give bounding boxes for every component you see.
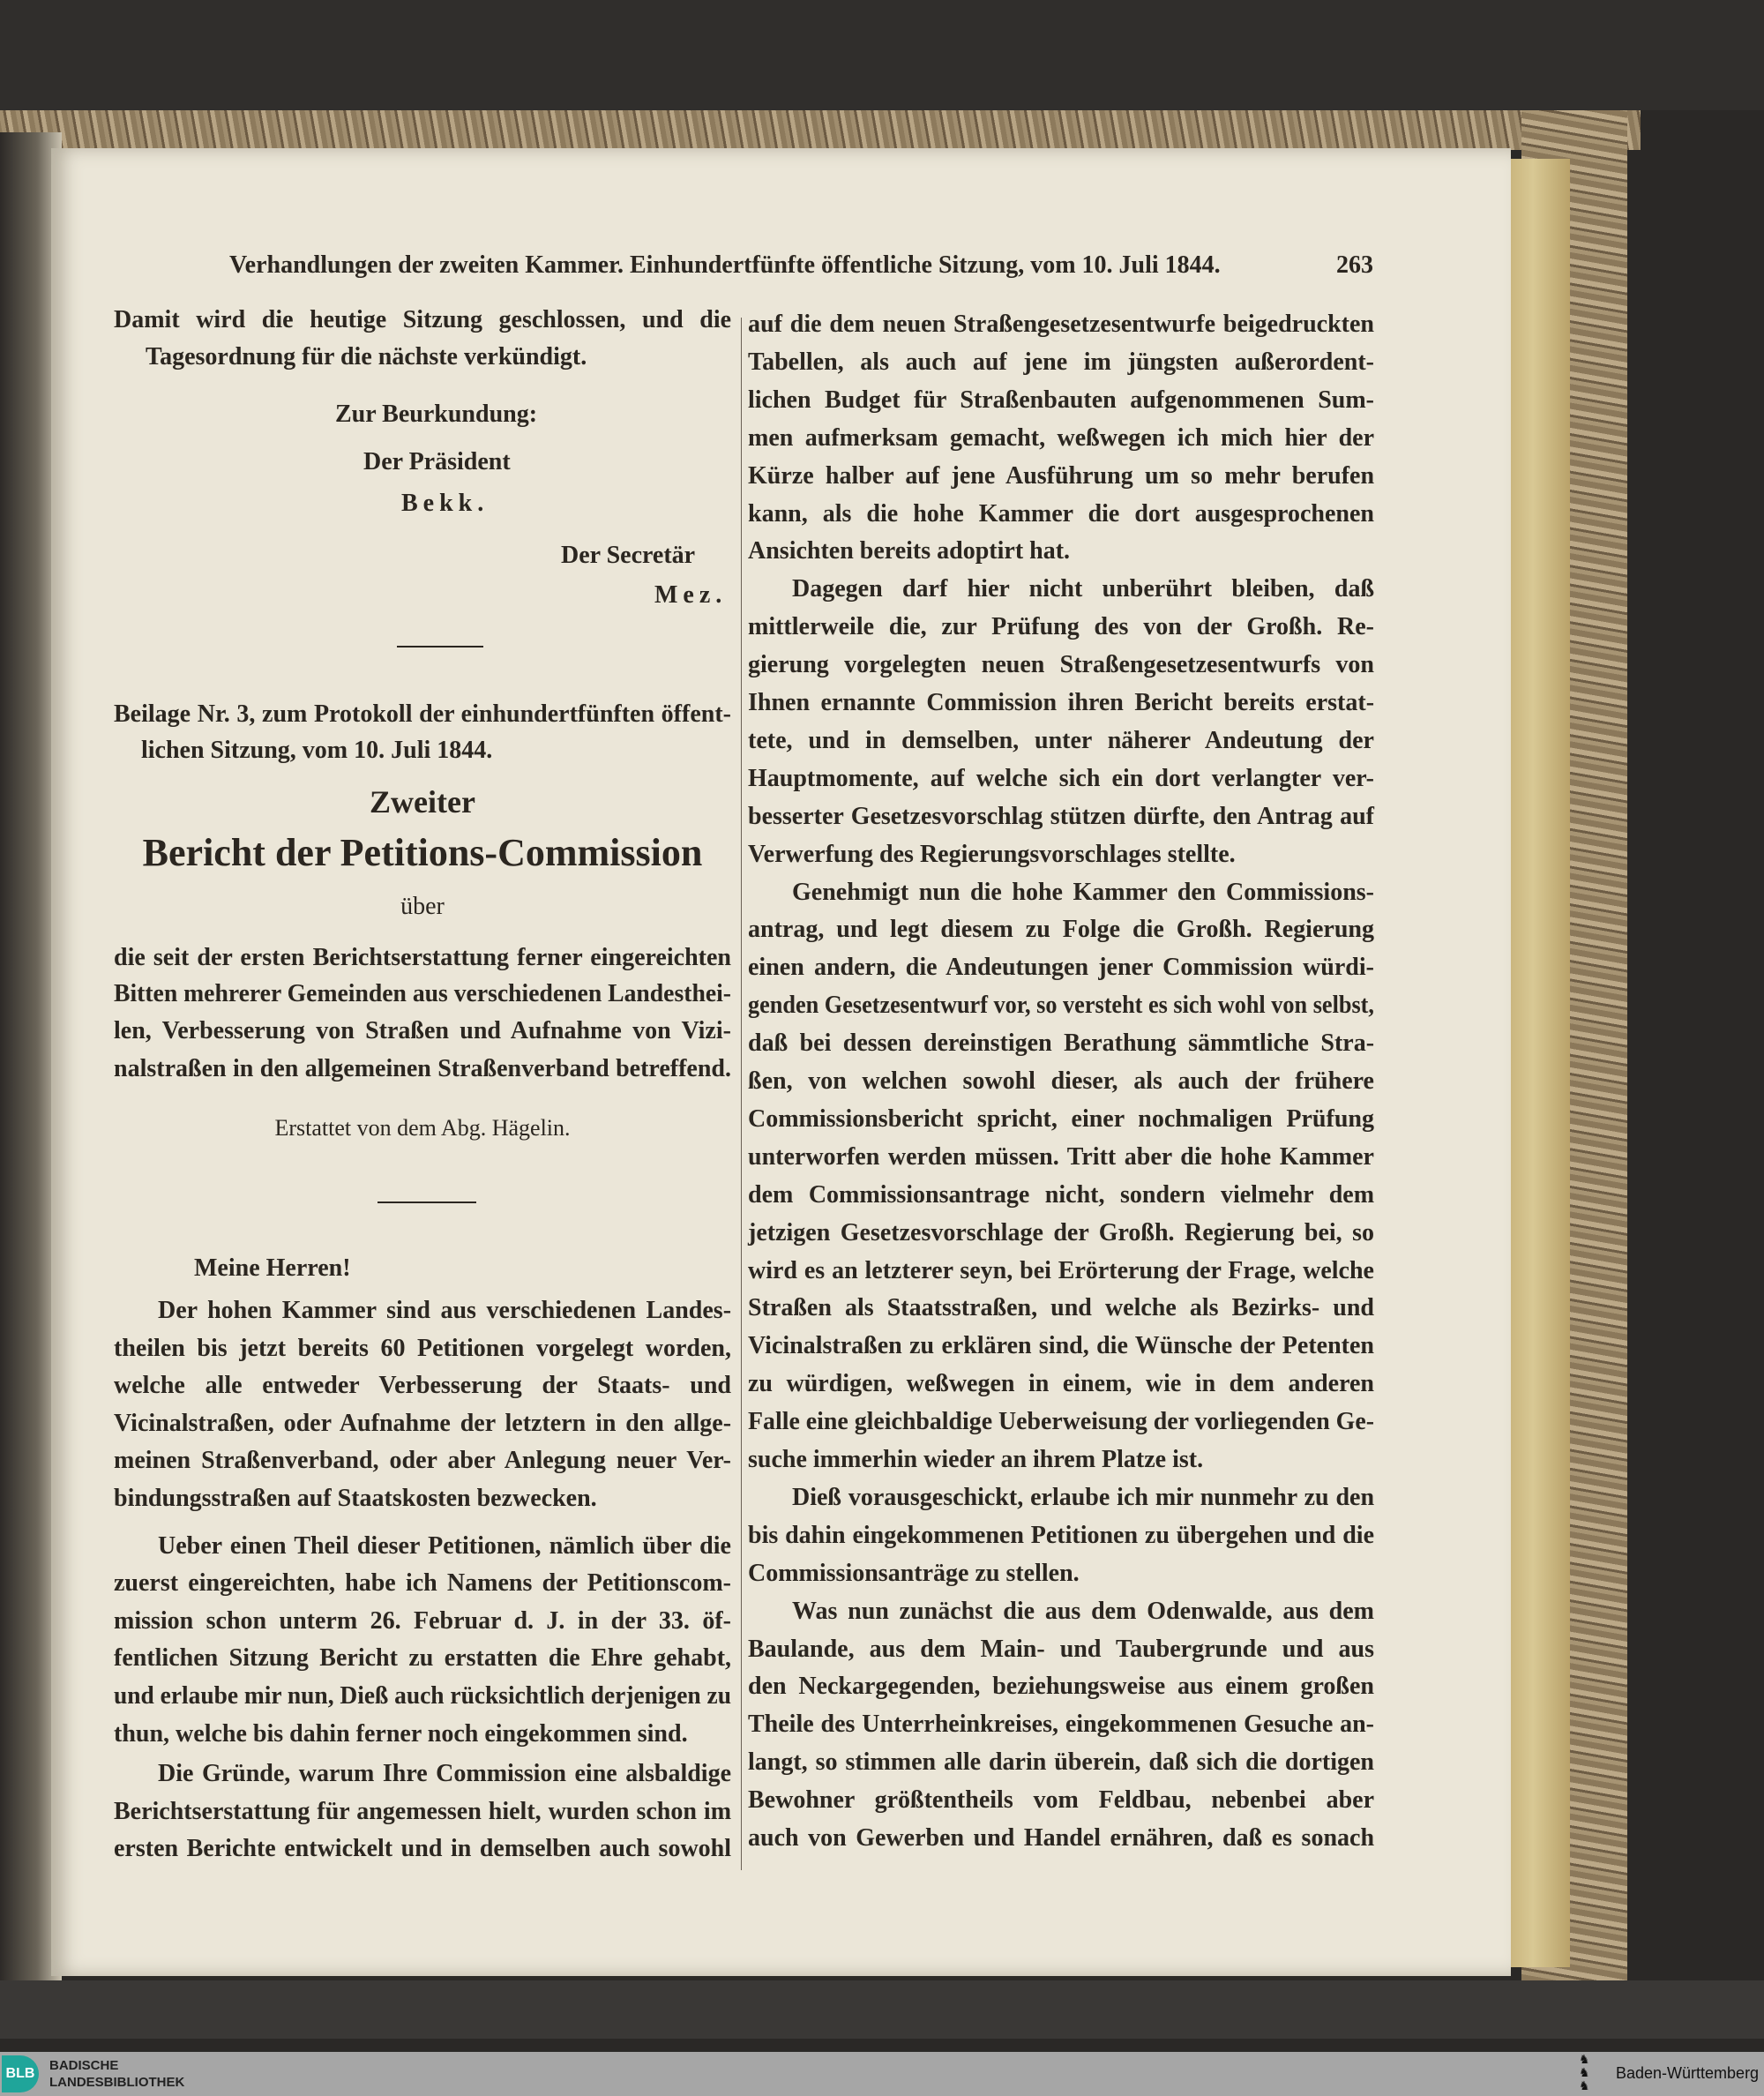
secretary-title: Der Secretär bbox=[561, 542, 696, 569]
text-line: Straßen als Staatsstraßen, und welche als Bezirks- und bbox=[748, 1294, 1374, 1322]
text-line: Ueber einen Theil dieser Petitionen, nämlich über die bbox=[158, 1531, 731, 1560]
text-line: gierung vorgelegten neuen Straßengesetzesentwurfs von bbox=[748, 651, 1375, 679]
text-line: Tagesordnung für die nächste verkündigt. bbox=[146, 343, 587, 371]
text-line: zuerst eingereichten, habe ich Namens der Petitionscom- bbox=[114, 1569, 731, 1598]
text-line: meinen Straßenverband, oder aber Anlegung neuer Ver- bbox=[114, 1447, 731, 1475]
footer-bar bbox=[0, 2052, 1764, 2096]
text-line: unterworfen werden müssen. Tritt aber die hohe Kammer bbox=[748, 1142, 1374, 1171]
text-line: ßen, von welchen sowohl dieser, als auch der frühere bbox=[748, 1067, 1374, 1095]
text-line: auf die dem neuen Straßengesetzesentwurfe beigedruckten bbox=[748, 311, 1374, 338]
text-line: Genehmigt nun die hohe Kammer den Commissions- bbox=[792, 878, 1374, 906]
text-line: dem Commissionsantrage nicht, sondern vielmehr dem bbox=[748, 1180, 1375, 1209]
text-line: Verwerfung des Regierungsvorschlages stellte. bbox=[748, 840, 1236, 868]
appendix-line: Beilage Nr. 3, zum Protokoll der einhundertfünften öffent- bbox=[114, 700, 731, 728]
text-line: daß bei dessen dereinstigen Berathung sämmtliche Stra- bbox=[748, 1029, 1375, 1058]
text-line: Der hohen Kammer sind aus verschiedenen Landes- bbox=[158, 1297, 732, 1324]
text-line: Damit wird die heutige Sitzung geschlossen, und die bbox=[114, 306, 732, 333]
text-line: Commissionsbericht spricht, einer nochmaligen Prüfung bbox=[748, 1104, 1374, 1133]
text-line: Baulande, aus dem Main- und Taubergrunde und aus bbox=[748, 1635, 1374, 1663]
text-line: besserter Gesetzesvorschlag stützen dürfte, den Antrag auf bbox=[748, 802, 1374, 830]
text-line: kann, als die hohe Kammer die dort ausgesprochenen bbox=[748, 499, 1374, 528]
salutation: Meine Herren! bbox=[194, 1254, 351, 1282]
text-line: Was nun zunächst die aus dem Odenwalde, aus dem bbox=[792, 1597, 1374, 1625]
text-line: lichen Budget für Straßenbauten aufgenommenen Sum- bbox=[748, 386, 1375, 414]
page-number: 263 bbox=[1336, 251, 1373, 279]
section-rule bbox=[397, 646, 483, 648]
subject-line: len, Verbesserung von Straßen und Aufnahme von Vizi- bbox=[114, 1017, 731, 1044]
text-line: Falle eine gleichbaldige Ueberweisung der vorliegenden Ge- bbox=[748, 1408, 1374, 1436]
text-line: Vicinalstraßen zu erklären sind, die Wünsche der Petenten bbox=[748, 1332, 1374, 1360]
scan-background-top bbox=[0, 0, 1764, 110]
text-line: Theile des Unterrheinkreises, eingekommenen Gesuche an- bbox=[748, 1710, 1375, 1739]
text-line: auch von Gewerben und Handel ernähren, daß es sonach bbox=[748, 1824, 1375, 1852]
running-title: Verhandlungen der zweiten Kammer. Einhundertfünfte öffentliche Sitzung, vom 10. Juli 1844. bbox=[229, 251, 1221, 279]
attestation: Zur Beurkundung: bbox=[335, 400, 538, 428]
text-line: men aufmerksam gemacht, weßwegen ich mich hier der bbox=[748, 423, 1375, 452]
text-line: antrag, und legt diesem zu Folge die Großh. Regierung bbox=[748, 916, 1374, 944]
text-line: zu würdigen, weßwegen in einem, wie in dem anderen bbox=[748, 1370, 1375, 1398]
president-name: Bekk. bbox=[401, 490, 490, 517]
subject-line: Bitten mehrerer Gemeinden aus verschiedenen Landesthei- bbox=[114, 980, 732, 1007]
text-line: einen andern, die Andeutungen jener Commission würdi- bbox=[748, 954, 1374, 982]
text-line: Ansichten bereits adoptirt hat. bbox=[748, 537, 1071, 565]
library-name-line2: LANDESBIBLIOTHEK bbox=[49, 2075, 185, 2090]
marbled-cover-top bbox=[0, 110, 1641, 150]
text-line: bis dahin eingekommenen Petitionen zu übergehen und die bbox=[748, 1521, 1374, 1549]
state-coat-of-arms-icon: ♞ ♞ ♞ bbox=[1579, 2053, 1590, 2093]
text-line: langt, so stimmen alle darin überein, daß sich die dortigen bbox=[748, 1748, 1374, 1777]
text-line: theilen bis jetzt bereits 60 Petitionen vorgelegt worden, bbox=[114, 1334, 732, 1362]
report-title-line1: Zweiter bbox=[370, 784, 475, 820]
section-rule bbox=[377, 1201, 476, 1203]
text-line: Ihnen ernannte Commission ihren Bericht bereits erstat- bbox=[748, 689, 1375, 716]
text-line: mittlerweile die, zur Prüfung des von der Großh. Re- bbox=[748, 613, 1374, 641]
state-name[interactable]: Baden-Württemberg bbox=[1616, 2064, 1760, 2082]
text-line: ersten Berichte entwickelt und in demselben auch sowohl bbox=[114, 1835, 732, 1863]
library-name-line1: BADISCHE bbox=[49, 2058, 119, 2073]
page-edge bbox=[1508, 159, 1570, 1967]
text-line: wird es an letzterer seyn, bei Erörterung der Frage, welche bbox=[748, 1256, 1374, 1284]
text-line: suche immerhin wieder an ihrem Platze ist. bbox=[748, 1446, 1204, 1473]
text-line: Bewohner größtentheils vom Feldbau, nebenbei aber bbox=[748, 1786, 1375, 1815]
text-line: Dagegen darf hier nicht unberührt bleiben, daß bbox=[792, 575, 1375, 603]
text-line: Hauptmomente, auf welche sich ein dort verlangter ver- bbox=[748, 764, 1374, 792]
subject-line: nalstraßen in den allgemeinen Straßenverband betreffend. bbox=[114, 1055, 731, 1082]
text-line: genden Gesetzesentwurf vor, so versteht es sich wohl von selbst, bbox=[748, 992, 1374, 1020]
president-title: Der Präsident bbox=[363, 448, 511, 475]
text-line: mission schon unterm 26. Februar d. J. in der 33. öf- bbox=[114, 1606, 731, 1635]
text-line: welche alle entweder Verbesserung der Staats- und bbox=[114, 1372, 731, 1400]
text-line: bindungsstraßen auf Staatskosten bezwecken. bbox=[114, 1485, 597, 1512]
scan-background-bottom bbox=[0, 1980, 1764, 2039]
text-line: fentlichen Sitzung Bericht zu erstatten die Ehre gehabt, bbox=[114, 1644, 732, 1673]
text-line: Commissionsanträge zu stellen. bbox=[748, 1559, 1080, 1587]
text-line: den Neckargegenden, beziehungsweise aus einem großen bbox=[748, 1673, 1374, 1701]
blb-logo[interactable]: BLB bbox=[2, 2055, 39, 2092]
text-line: tete, und in demselben, unter näherer Andeutung der bbox=[748, 726, 1374, 754]
text-line: und erlaube mir nun, Dieß auch rücksichtlich derjenigen zu bbox=[114, 1682, 731, 1710]
text-line: Dieß vorausgeschickt, erlaube ich mir nunmehr zu den bbox=[792, 1483, 1375, 1511]
text-line: Vicinalstraßen, oder Aufnahme der letztern in den allge- bbox=[114, 1409, 732, 1437]
report-title: Bericht der Petitions-Commission bbox=[142, 831, 703, 874]
text-line: Berichtserstattung für angemessen hielt, wurden schon im bbox=[114, 1797, 732, 1825]
report-title-line3: über bbox=[400, 893, 445, 920]
appendix-line: lichen Sitzung, vom 10. Juli 1844. bbox=[141, 737, 493, 764]
text-line: Die Gründe, warum Ihre Commission eine alsbaldige bbox=[158, 1760, 732, 1788]
secretary-name: Mez. bbox=[654, 581, 728, 609]
reporter: Erstattet von dem Abg. Hägelin. bbox=[274, 1115, 571, 1141]
subject-line: die seit der ersten Berichtserstattung ferner eingereichten bbox=[114, 944, 731, 971]
text-line: Kürze halber auf jene Ausführung um so mehr berufen bbox=[748, 461, 1375, 490]
library-name[interactable] bbox=[49, 2057, 184, 2091]
column-divider bbox=[741, 318, 742, 1870]
text-line: jetzigen Gesetzesvorschlage der Großh. Regierung bei, so bbox=[748, 1218, 1374, 1246]
text-line: Tabellen, als auch auf jene im jüngsten außerordent- bbox=[748, 348, 1374, 376]
text-line: thun, welche bis dahin ferner noch eingekommen sind. bbox=[114, 1719, 688, 1748]
